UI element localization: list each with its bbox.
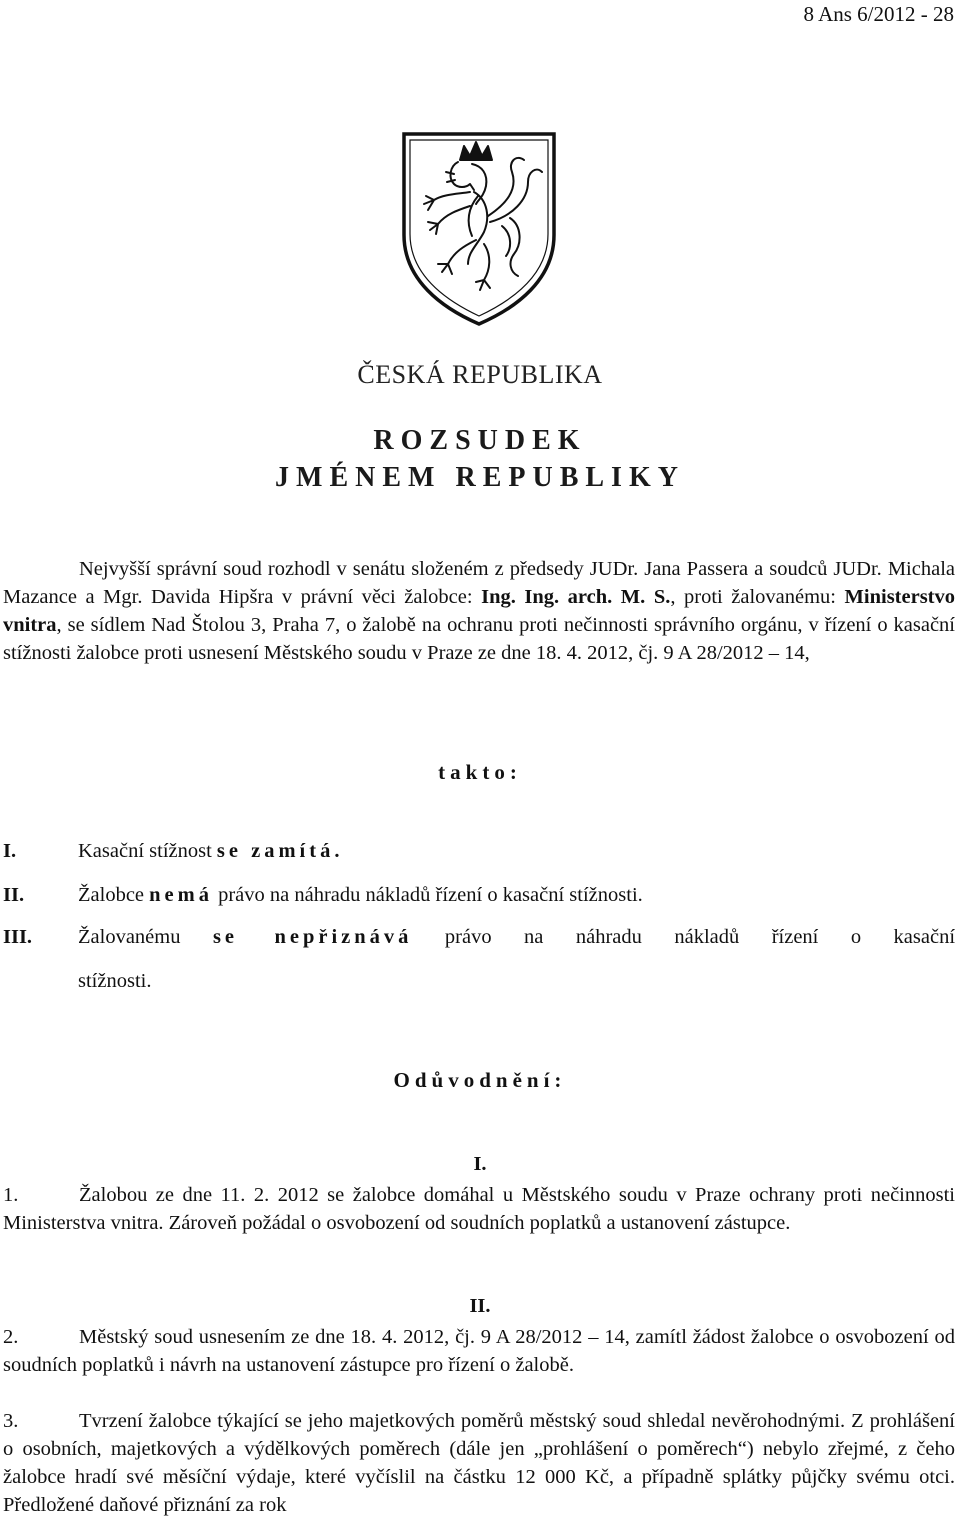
verdict-text: Žalovanému se nepřiznává právo na náhradu nákladů řízení o kasační — [78, 926, 956, 948]
paragraph — [3, 1407, 955, 1519]
paragraph — [3, 1181, 955, 1237]
verdict-text: Kasační stížnost se zamítá. — [78, 840, 340, 862]
country-name: ČESKÁ REPUBLIKA — [357, 360, 603, 389]
verdict-item — [3, 884, 955, 914]
verdict-continuation: stížnosti. — [78, 970, 152, 992]
section-number: I. — [473, 1153, 487, 1175]
reasoning-heading: Odůvodnění: — [393, 1068, 567, 1092]
paragraph-number: 1. — [3, 1184, 19, 1206]
paragraph — [3, 1323, 955, 1379]
case-number: 8 Ans 6/2012 - 28 — [803, 2, 954, 26]
coat-of-arms-icon — [398, 130, 560, 328]
takto-heading: takto: — [438, 760, 522, 784]
verdict-number: II. — [3, 884, 25, 906]
verdict-item — [3, 840, 955, 870]
paragraph-number: 3. — [3, 1410, 19, 1432]
section-number: II. — [469, 1295, 491, 1317]
intro-text-2: , proti žalovanému: — [670, 586, 845, 608]
verdict-text: Žalobce nemá právo na náhradu nákladů řízení o kasační stížnosti. — [78, 884, 643, 906]
paragraph-text: Žalobou ze dne 11. 2. 2012 se žalobce domáhal u Městského soudu v Praze ochrany proti nečinnosti Ministerstva vnitra. Zároveň požádal o osvobození od soudních poplatků a ustanovení zástupce. — [3, 1184, 955, 1234]
paragraph-text: Městský soud usnesením ze dne 18. 4. 2012, čj. 9 A 28/2012 – 14, zamítl žádost žalobce o osvobození od soudních poplatků i návrh na ustanovení zástupce pro řízení o žalobě. — [3, 1326, 955, 1376]
document-title: ROZSUDEK — [373, 425, 587, 456]
verdict-number: III. — [3, 926, 33, 948]
verdict-number: I. — [3, 840, 17, 862]
paragraph-number: 2. — [3, 1326, 19, 1348]
plaintiff-name: Ing. Ing. arch. M. S. — [481, 586, 671, 608]
intro-paragraph — [3, 555, 955, 667]
verdict-item — [3, 926, 955, 956]
document-subtitle: JMÉNEM REPUBLIKY — [275, 462, 685, 493]
paragraph-text: Tvrzení žalobce týkající se jeho majetkových poměrů městský soud shledal nevěrohodnými. Z prohlášení o osobních, majetkových a výdělkových poměrech (dále jen „prohlášení o poměrech“) nebylo zřejmé, z čeho žalobce hradí své měsíční výdaje, které vyčíslil na částku 12 000 Kč, a případně splátky půjčky svému otci. Předložené daňové přiznání za rok — [3, 1410, 955, 1516]
intro-text-1: Nejvyšší správní soud rozhodl v senátu složeném z předsedy JUDr. Jana Passera a soudců JUDr. Michala Mazance a Mgr. Davida Hipšra v právní věci žalobce: — [3, 558, 955, 608]
intro-text-3: , se sídlem Nad Štolou 3, Praha 7, o žalobě na ochranu proti nečinnosti správního orgánu, v řízení o kasační stížnosti žalobce proti usnesení Městského soudu v Praze ze dne 18. 4. 2012, čj. 9 A 28/2012 – 14, — [3, 614, 955, 664]
defendant-name: Ministerstvo vnitra — [3, 586, 955, 636]
